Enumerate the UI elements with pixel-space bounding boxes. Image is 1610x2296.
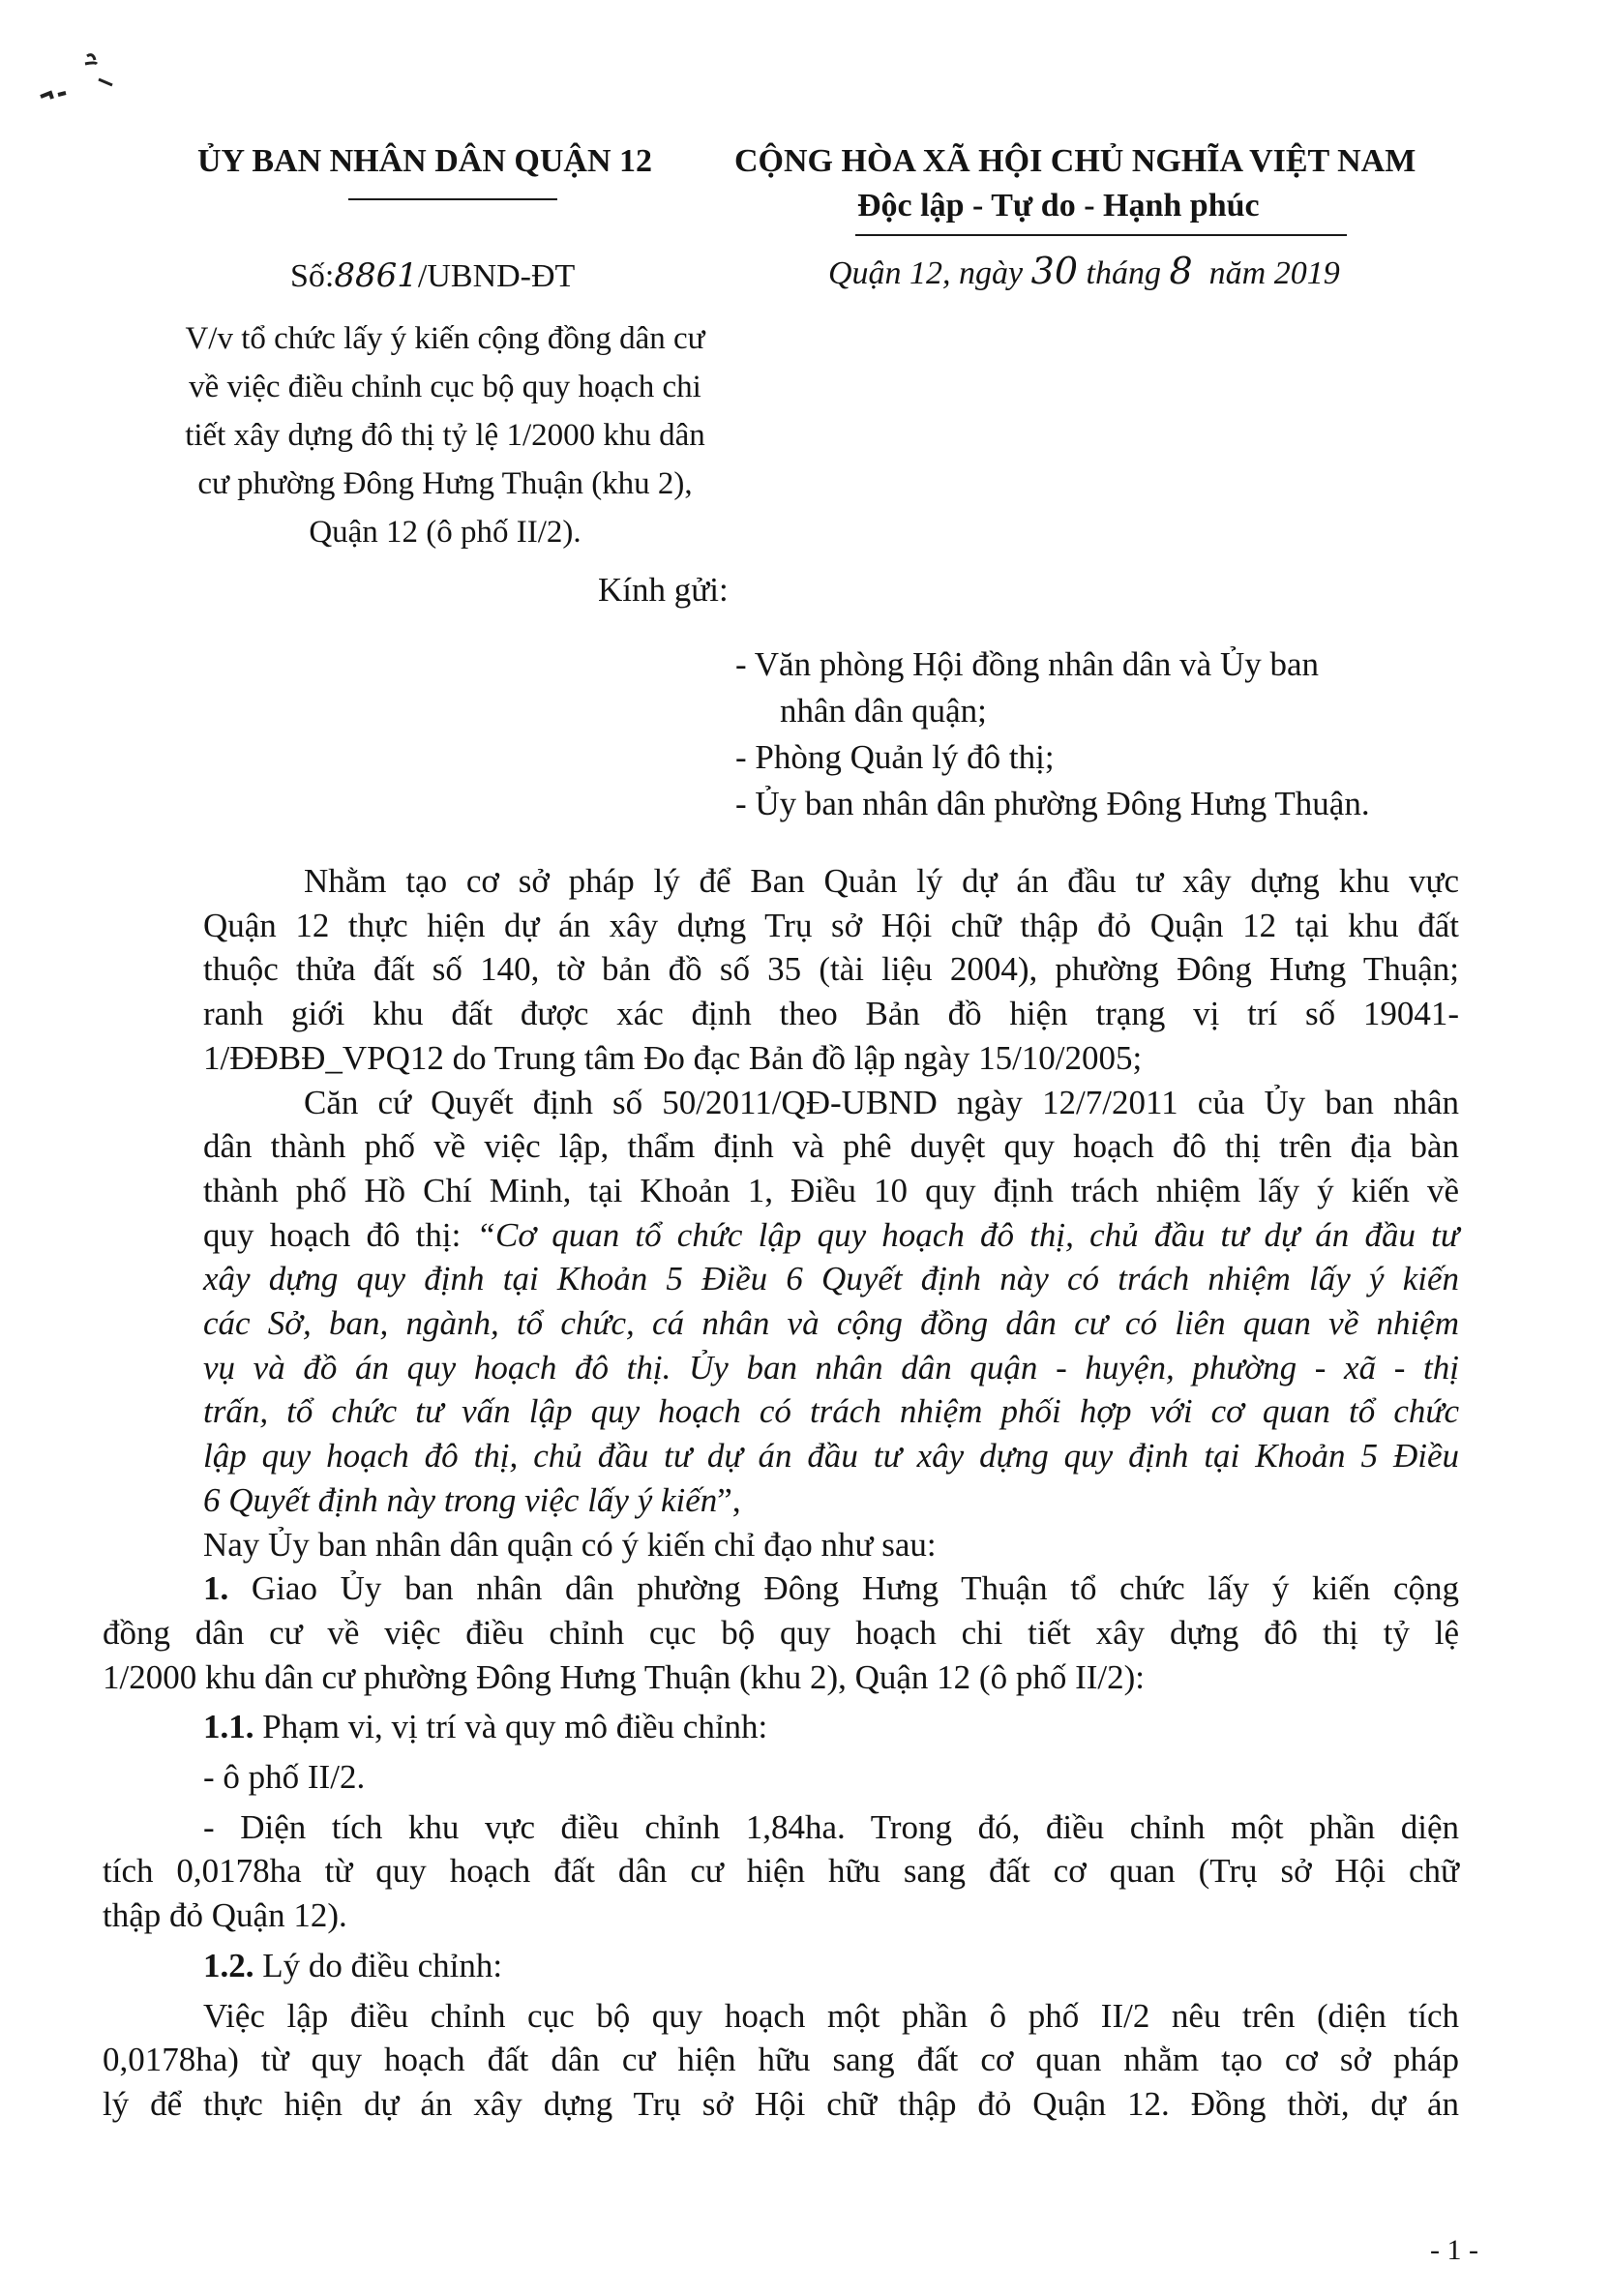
- body-line: Nay Ủy ban nhân dân quận có ý kiến chỉ đạo như sau:: [203, 1525, 937, 1564]
- subject-line: Quận 12 (ô phố II/2).: [309, 515, 581, 550]
- scan-marks: [29, 50, 116, 108]
- subject-line: cư phường Đông Hưng Thuận (khu 2),: [197, 466, 693, 501]
- closing-quote: ”,: [717, 1480, 741, 1519]
- body-line: Quận 12 thực hiện dự án xây dựng Trụ sở Hội chữ thập đỏ Quận 12 tại khu đất: [203, 906, 1459, 944]
- agency-underline: [348, 198, 557, 200]
- motto: Độc lập - Tự do - Hạnh phúc: [857, 188, 1260, 224]
- recipient-item: - Văn phòng Hội đồng nhân dân và Ủy ban: [735, 645, 1319, 683]
- quoted-line: xây dựng quy định tại Khoản 5 Điều 6 Quyết định này có trách nhiệm lấy ý kiến: [203, 1260, 1459, 1298]
- agency-name: ỦY BAN NHÂN DÂN QUẬN 12: [197, 143, 653, 179]
- subject-line: tiết xây dựng đô thị tỷ lệ 1/2000 khu dân: [185, 418, 705, 453]
- date-year: năm 2019: [1208, 255, 1340, 291]
- body-line: thập đỏ Quận 12).: [103, 1896, 347, 1935]
- recipients-list: [735, 641, 1370, 827]
- body-line: Việc lập điều chỉnh cục bộ quy hoạch một phần ô phố II/2 nêu trên (diện tích: [203, 1996, 1459, 2035]
- body-line: - ô phố II/2.: [203, 1758, 366, 1797]
- salutation: Kính gửi:: [598, 571, 729, 609]
- page-number: - 1 -: [1430, 2234, 1478, 2266]
- quoted-line-last: [203, 1478, 1459, 1523]
- section-text: Lý do điều chỉnh:: [253, 1946, 503, 1984]
- document-date: [828, 250, 1340, 292]
- body-line: lý để thực hiện dự án xây dựng Trụ sở Hội chữ thập đỏ Quận 12. Đồng thời, dự án: [103, 2084, 1459, 2123]
- section-text: Giao Ủy ban nhân dân phường Đông Hưng Thuận tổ chức lấy ý kiến cộng: [228, 1569, 1459, 1608]
- body-line: dân thành phố về việc lập, thẩm định và phê duyệt quy hoạch đô thị trên địa bàn: [203, 1127, 1459, 1166]
- body-line: - Diện tích khu vực điều chỉnh 1,84ha. Trong đó, điều chỉnh một phần diện: [203, 1807, 1459, 1846]
- recipient-item: - Phòng Quản lý đô thị;: [735, 738, 1055, 776]
- body-line: 1/ĐĐBĐ_VPQ12 do Trung tâm Đo đạc Bản đồ lập ngày 15/10/2005;: [203, 1038, 1143, 1077]
- body-line: 1/2000 khu dân cư phường Đông Hưng Thuận (khu 2), Quận 12 (ô phố II/2):: [103, 1657, 1145, 1696]
- body-line: đồng dân cư về việc điều chỉnh cục bộ quy hoạch chi tiết xây dựng đô thị tỷ lệ: [103, 1613, 1459, 1652]
- body-line-mixed: [203, 1213, 1459, 1258]
- country-name: CỘNG HÒA XÃ HỘI CHỦ NGHĨA VIỆT NAM: [734, 143, 1416, 179]
- recipient-item: - Ủy ban nhân dân phường Đông Hưng Thuận.: [735, 785, 1370, 822]
- body-line: thành phố Hồ Chí Minh, tại Khoản 1, Điều 10 quy định trách nhiệm lấy ý kiến về: [203, 1171, 1459, 1209]
- date-day: 30: [1030, 250, 1079, 292]
- body-line: Nhằm tạo cơ sở pháp lý để Ban Quản lý dự án đầu tư xây dựng khu vực: [304, 862, 1459, 900]
- section-number: 1.: [203, 1569, 229, 1608]
- body-line: Căn cứ Quyết định số 50/2011/QĐ-UBND ngày 12/7/2011 của Ủy ban nhân: [304, 1083, 1459, 1121]
- recipient-item-continued: nhân dân quận;: [780, 692, 987, 730]
- quoted-line: vụ và đồ án quy hoạch đô thị. Ủy ban nhân dân quận - huyện, phường - xã - thị: [203, 1348, 1459, 1387]
- subject-line: V/v tổ chức lấy ý kiến cộng đồng dân cư: [185, 321, 705, 356]
- section-1-heading: [203, 1566, 1459, 1611]
- quoted-text: “Cơ quan tổ chức lập quy hoạch đô thị, chủ đầu tư dự án đầu tư: [476, 1215, 1459, 1254]
- document-number: [290, 256, 575, 295]
- body-line: 0,0178ha) từ quy hoạch đất dân cư hiện hữu sang đất cơ quan nhằm tạo cơ sở pháp: [103, 2041, 1459, 2079]
- subject-line: về việc điều chỉnh cục bộ quy hoạch chi: [189, 370, 701, 404]
- section-number: 1.1.: [203, 1708, 254, 1746]
- section-number: 1.2.: [203, 1946, 254, 1984]
- number-prefix: Số:: [290, 258, 335, 294]
- plain-text: quy hoạch đô thị:: [203, 1215, 477, 1254]
- body-line: ranh giới khu đất được xác định theo Bản đồ hiện trạng vị trí số 19041-: [203, 995, 1459, 1033]
- quoted-text: 6 Quyết định này trong việc lấy ý kiến: [203, 1480, 718, 1519]
- section-1-2-heading: [203, 1944, 1459, 1988]
- subject-block: [135, 314, 755, 556]
- body-line: thuộc thửa đất số 140, tờ bản đồ số 35 (tài liệu 2004), phường Đông Hưng Thuận;: [203, 950, 1459, 989]
- section-text: Phạm vi, vị trí và quy mô điều chỉnh:: [253, 1708, 768, 1746]
- date-month: 8: [1169, 250, 1193, 292]
- date-prefix: Quận 12, ngày: [828, 255, 1024, 291]
- section-1-1-heading: [203, 1705, 1459, 1749]
- motto-underline: [855, 234, 1347, 236]
- document-body: [103, 859, 1459, 2127]
- quoted-line: lập quy hoạch đô thị, chủ đầu tư dự án đầu tư xây dựng quy định tại Khoản 5 Điều: [203, 1437, 1459, 1476]
- date-month-label: tháng: [1086, 255, 1161, 291]
- quoted-line: trấn, tổ chức tư vấn lập quy hoạch có trách nhiệm phối hợp với cơ quan tổ chức: [203, 1392, 1459, 1431]
- number-handwritten: 8861: [334, 256, 418, 295]
- body-line: tích 0,0178ha từ quy hoạch đất dân cư hiện hữu sang đất cơ quan (Trụ sở Hội chữ: [103, 1852, 1459, 1891]
- number-suffix: /UBND-ĐT: [417, 258, 576, 294]
- quoted-line: các Sở, ban, ngành, tổ chức, cá nhân và cộng đồng dân cư có liên quan về nhiệm: [203, 1304, 1459, 1343]
